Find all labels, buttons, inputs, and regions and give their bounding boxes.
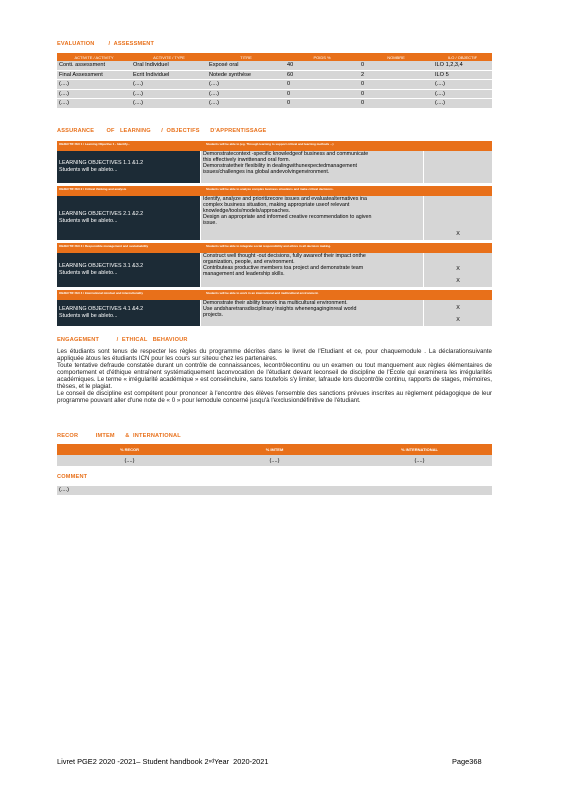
table-cell: 0 <box>285 89 359 99</box>
objective-header-left: OBJECTIF ISO 2 / Critical thinking and analysis <box>59 187 127 191</box>
table-cell: 60 <box>285 70 359 80</box>
objective-description <box>200 151 423 183</box>
description-line: Design an appropriate and informed creative recommendation to agiven <box>203 214 372 220</box>
section-title-assurance: ASSURANCE OF LEARNING / OBJECTIFS D'APPRENTISSAGE <box>57 128 267 134</box>
table-cell: (....) <box>131 99 207 109</box>
table-header-cell: ILO / OBJECTIF <box>433 53 492 61</box>
table-cell: (....) <box>57 89 131 99</box>
engagement-text <box>57 348 492 404</box>
objective-subtitle: Students will be ableto... <box>59 313 118 319</box>
table-cell: (....) <box>433 80 492 90</box>
table-cell: ILO 1,2,3,4 <box>433 61 492 70</box>
description-line: Demonstratetheir flexibility in dealingwithunexpectedmanagement <box>203 163 357 169</box>
table-cell: (....) <box>433 99 492 109</box>
table-cell: (....) <box>347 455 492 466</box>
table-cell: 0 <box>285 80 359 90</box>
table-cell: (....) <box>207 80 285 90</box>
comment-box: (....) <box>57 486 492 495</box>
objective-body <box>57 196 492 240</box>
description-line: issues/challenges ina global andevolvingenvironment. <box>203 169 330 175</box>
section-title-engagement: ENGAGEMENT / ETHICAL BEHAVIOUR <box>57 337 188 343</box>
table-cell: 0 <box>359 80 433 90</box>
table-header-cell: % RECOR <box>57 444 202 455</box>
objective-title: LEARNING OBJECTIVES 4.1 &4.2 <box>59 306 144 312</box>
table-header-row <box>57 53 492 61</box>
objective-description <box>200 300 423 326</box>
description-line: Construct well thought -out decisions, fully awareof their impact onthe <box>203 253 366 259</box>
table-cell: Oral Individuel <box>131 61 207 70</box>
table-cell: Notede synthèse <box>207 70 285 80</box>
table-cell: 2 <box>359 70 433 80</box>
table-cell: (....) <box>131 80 207 90</box>
objective-header-left: OBJECTIF ISO 1 / Learning Objective 1 - Identify... <box>59 142 130 146</box>
paragraph: Toute tentative defraude constatée durant un contrôle de connaissances, lecontrôlecontinu ou un examen ou tout manquement aux règles élémentaires de comportement et d'éthique entraînent systématiquement laconvocation de l'étudiant devant leconseil de discipline de l'Ecole qui examinera les irrégularités académiques. Le terme « irrégularité académique » est conséincluire, sans toutefois s'y limiter, lafraude lors ducontrôle continu, rapports de stages, mémoires, thèses, et le plagiat. <box>57 362 492 390</box>
objective-subtitle: Students will be ableto... <box>59 218 118 224</box>
table-row <box>57 455 492 466</box>
description-line: this effectively inwrittenand oral form. <box>203 157 291 163</box>
table-cell: (....) <box>131 89 207 99</box>
objective-header-left: OBJECTIF ISO 4 / International mindset and interculturality <box>59 291 144 295</box>
recor-table <box>57 444 492 466</box>
description-line: complex business situation, making appropriate useof relevant <box>203 202 350 208</box>
objective-description <box>200 196 423 240</box>
check-mark: X <box>456 231 460 237</box>
section-title-recor: RECOR IMTEM & INTERNATIONAL <box>57 433 181 439</box>
check-mark: X <box>456 266 460 272</box>
objective-label <box>57 151 200 183</box>
description-line: knowledge/tools/models/approaches. <box>203 208 291 214</box>
objective-header <box>57 141 492 151</box>
description-line: projects. <box>203 312 224 318</box>
table-header-cell: NOMBRE <box>359 53 433 61</box>
objective-label <box>57 253 200 287</box>
learning-objective-block <box>57 243 492 287</box>
description-line: management and leadership skills. <box>203 271 285 277</box>
section-title-comment: COMMENT <box>57 474 88 480</box>
evaluation-table <box>57 53 492 109</box>
table-header-cell: ACTIVITE / TYPE <box>131 53 207 61</box>
objective-header <box>57 243 492 253</box>
paragraph: Les étudiants sont tenus de respecter les règles du programme décrites dans le livret de l'Etudiant et ce, pour chaquemodule . La déclarationsuivante appliquée àtous les étudiants ICN pour les cours sur siteou chez les partenaires. <box>57 348 492 362</box>
learning-objective-block <box>57 186 492 240</box>
page-number: Page368 <box>452 757 482 766</box>
objective-title: LEARNING OBJECTIVES 3.1 &3.2 <box>59 263 144 269</box>
table-row <box>57 80 492 90</box>
objective-subtitle: Students will be ableto... <box>59 167 118 173</box>
objective-title: LEARNING OBJECTIVES 2.1 &2.2 <box>59 211 144 217</box>
table-row <box>57 99 492 109</box>
table-row <box>57 70 492 80</box>
table-header-cell: ACTIVITE / ACTIVITY <box>57 53 131 61</box>
objective-header-right: Students will be able to analyze complex business situations and make critical decisions. <box>206 187 334 191</box>
table-cell: (....) <box>202 455 347 466</box>
table-cell: Conti. assessment <box>57 61 131 70</box>
objective-header <box>57 186 492 196</box>
description-line: Demonstrate their ability towork ina multicultural environment. <box>203 300 348 306</box>
objective-body <box>57 300 492 326</box>
objective-label <box>57 300 200 326</box>
table-cell: (....) <box>57 99 131 109</box>
check-mark: X <box>456 278 460 284</box>
paragraph: Le conseil de discipline est compétent pour prononcer à l'encontre des élèves l'ensemble des sanctions prévues inscrites au règlement pédagogique de leur programme pouvant aller d'une note de « 0 » pour lemodule concerné jusqu'à l'exclusiondéfinitive de l'étudiant. <box>57 390 492 404</box>
table-cell: Ecrit Individuel <box>131 70 207 80</box>
objective-body <box>57 253 492 287</box>
learning-objective-block <box>57 141 492 183</box>
objective-subtitle: Students will be ableto... <box>59 270 118 276</box>
table-header-cell: % INTERNATIONAL <box>347 444 492 455</box>
objective-label <box>57 196 200 240</box>
table-cell: (....) <box>433 89 492 99</box>
objective-title: LEARNING OBJECTIVES 1.1 &1.2 <box>59 160 144 166</box>
table-cell: (....) <box>57 80 131 90</box>
table-cell: (....) <box>207 99 285 109</box>
table-cell: 0 <box>359 61 433 70</box>
check-mark: X <box>456 317 460 323</box>
table-cell: 40 <box>285 61 359 70</box>
section-title-evaluation: EVALUATION / ASSESSMENT <box>57 41 155 47</box>
table-cell: (....) <box>207 89 285 99</box>
description-line: issue. <box>203 220 217 226</box>
objective-header-left: OBJECTIF ISO 3 / Responsible management and sustainability <box>59 244 149 248</box>
objective-check-cell <box>423 253 492 287</box>
table-cell: Exposé oral <box>207 61 285 70</box>
description-line: Contributeas productive members toa project and demonstrate team <box>203 265 364 271</box>
table-cell: 0 <box>285 99 359 109</box>
objective-check-cell <box>423 300 492 326</box>
objective-description <box>200 253 423 287</box>
table-cell: 0 <box>359 99 433 109</box>
description-line: organization, people, and environment. <box>203 259 295 265</box>
objective-check-cell <box>423 196 492 240</box>
table-row <box>57 61 492 70</box>
description-line: Demonstratecontext -specific knowledgeof business and communicate <box>203 151 369 157</box>
table-cell: (....) <box>57 455 202 466</box>
objective-header-right: Students will be able to (eg. Through learning to support critical and learning methods ...) <box>206 142 334 146</box>
objective-body <box>57 151 492 183</box>
objective-header <box>57 290 492 300</box>
table-header-row <box>57 444 492 455</box>
table-header-cell: TITRE <box>207 53 285 61</box>
table-header-cell: % IMTEM <box>202 444 347 455</box>
objective-header-right: Students will be able to work in an international and multicultural environment. <box>206 291 319 295</box>
description-line: Use andsharetransdisciplinary insights whenengaginginreal world <box>203 306 357 312</box>
objective-check-cell <box>423 151 492 183</box>
table-cell: 0 <box>359 89 433 99</box>
check-mark: X <box>456 305 460 311</box>
table-cell: Final Assessment <box>57 70 131 80</box>
objective-header-right: Students will be able to integrate social responsibility and ethics in all decision making. <box>206 244 332 248</box>
footer-text: Livret PGE2 2020 -2021– Student handbook 2ⁿᵈYear 2020-2021 <box>57 757 269 766</box>
table-row <box>57 89 492 99</box>
table-header-cell: POIDS % <box>285 53 359 61</box>
table-cell: ILO 5 <box>433 70 492 80</box>
learning-objective-block <box>57 290 492 326</box>
description-line: Identify, analyze and prioritizecore issues and evaluatealternatives ina <box>203 196 367 202</box>
